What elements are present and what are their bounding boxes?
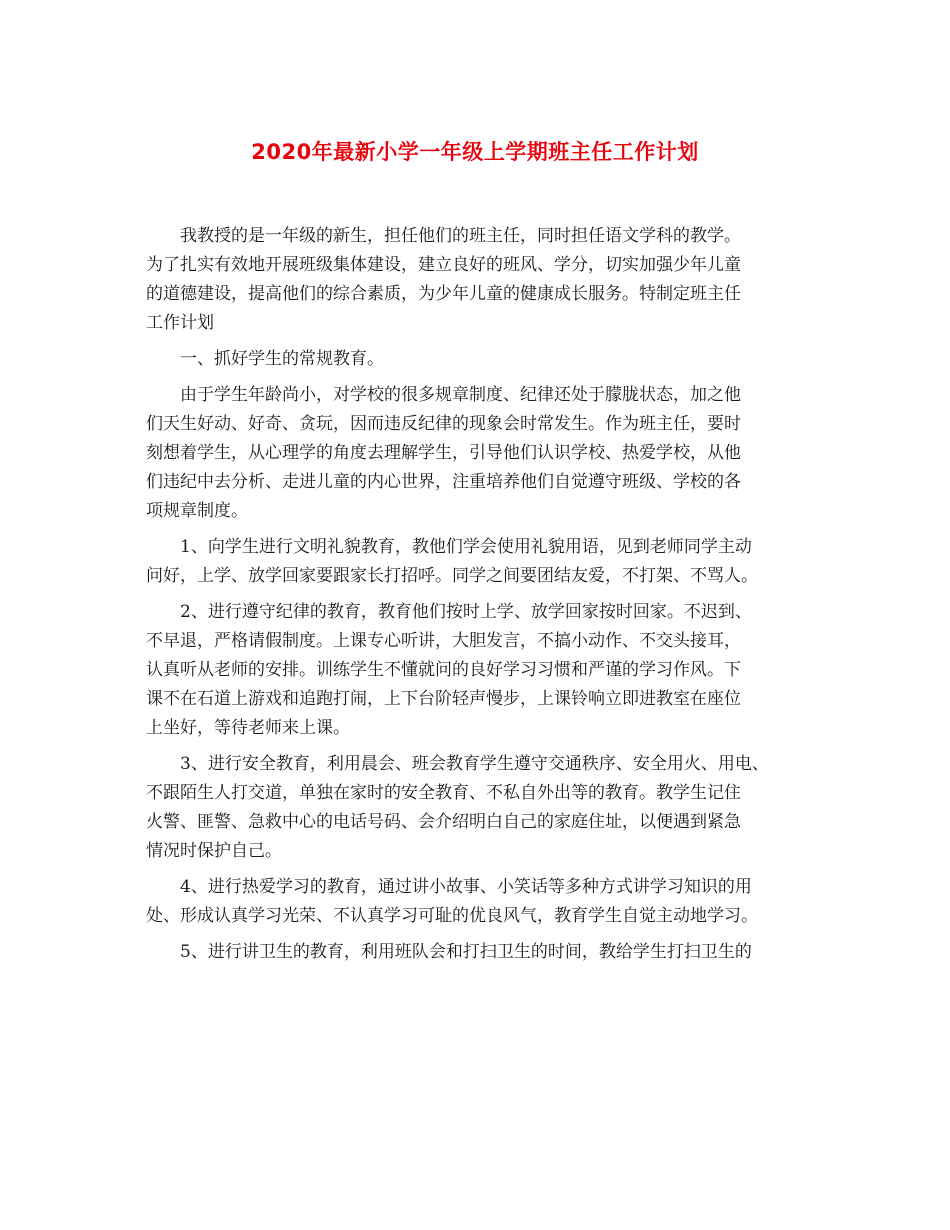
paragraph-gap [146,866,826,873]
paragraph-line: 刻想着学生，从心理学的角度去理解学生，引导他们认识学校、热爱学校，从他 [146,443,741,463]
document-title: 2020年最新小学一年级上学期班主任工作计划 [251,140,699,164]
paragraph-gap [146,591,826,598]
paragraph-line: 4、进行热爱学习的教育，通过讲小故事、小笑话等多种方式讲学习知识的用 [180,877,752,897]
paragraph-line: 情况时保护自己。 [146,841,282,861]
paragraph-line: 1、向学生进行文明礼貌教育，教他们学会使用礼貌用语，见到老师同学主动 [180,537,752,557]
paragraph-line: 2、进行遵守纪律的教育，教育他们按时上学、放学回家按时回家。不迟到、 [180,602,752,622]
paragraph-line: 问好，上学、放学回家要跟家长打招呼。同学之间要团结友爱，不打架、不骂人。 [146,566,758,586]
paragraph-line: 一、抓好学生的常规教育。 [180,349,384,369]
document-body [146,222,826,967]
paragraph-line: 工作计划 [146,313,214,333]
paragraph-line: 们违纪中去分析、走进儿童的内心世界，注重培养他们自觉遵守班级、学校的各 [146,472,741,492]
paragraph-gap [146,374,826,381]
paragraph-line: 火警、匪警、急救中心的电话号码、会介绍明白自己的家庭住址，以便遇到紧急 [146,812,741,832]
paragraph-gap [146,931,826,938]
paragraph-line: 5、进行讲卫生的教育，利用班队会和打扫卫生的时间，教给学生打扫卫生的 [180,942,752,962]
paragraph-line: 上坐好，等待老师来上课。 [146,718,350,738]
paragraph-gap [146,338,826,345]
paragraph-line: 不跟陌生人打交道，单独在家时的安全教育、不私自外出等的教育。教学生记住 [146,783,741,803]
paragraph-line: 们天生好动、好奇、贪玩，因而违反纪律的现象会时常发生。作为班主任，要时 [146,414,741,434]
paragraph-line: 我教授的是一年级的新生，担任他们的班主任，同时担任语文学科的教学。 [180,226,741,246]
paragraph-line: 为了扎实有效地开展班级集体建设，建立良好的班风、学分，切实加强少年儿童 [146,255,741,275]
paragraph-gap [146,526,826,533]
paragraph-line: 项规章制度。 [146,501,248,521]
paragraph-line: 由于学生年龄尚小，对学校的很多规章制度、纪律还处于朦胧状态，加之他 [180,385,741,405]
paragraph-line: 课不在石道上游戏和追跑打闹，上下台阶轻声慢步，上课铃响立即进教室在座位 [146,689,741,709]
paragraph-line: 的道德建设，提高他们的综合素质，为少年儿童的健康成长服务。特制定班主任 [146,284,741,304]
paragraph-line: 处、形成认真学习光荣、不认真学习可耻的优良风气，教育学生自觉主动地学习。 [146,906,758,926]
paragraph-line: 3、进行安全教育，利用晨会、班会教育学生遵守交通秩序、安全用火、用电、 [180,754,769,774]
paragraph-line: 认真听从老师的安排。训练学生不懂就问的良好学习习惯和严谨的学习作风。下 [146,660,741,680]
paragraph-gap [146,743,826,750]
paragraph-line: 不早退，严格请假制度。上课专心听讲，大胆发言，不搞小动作、不交头接耳， [146,631,741,651]
